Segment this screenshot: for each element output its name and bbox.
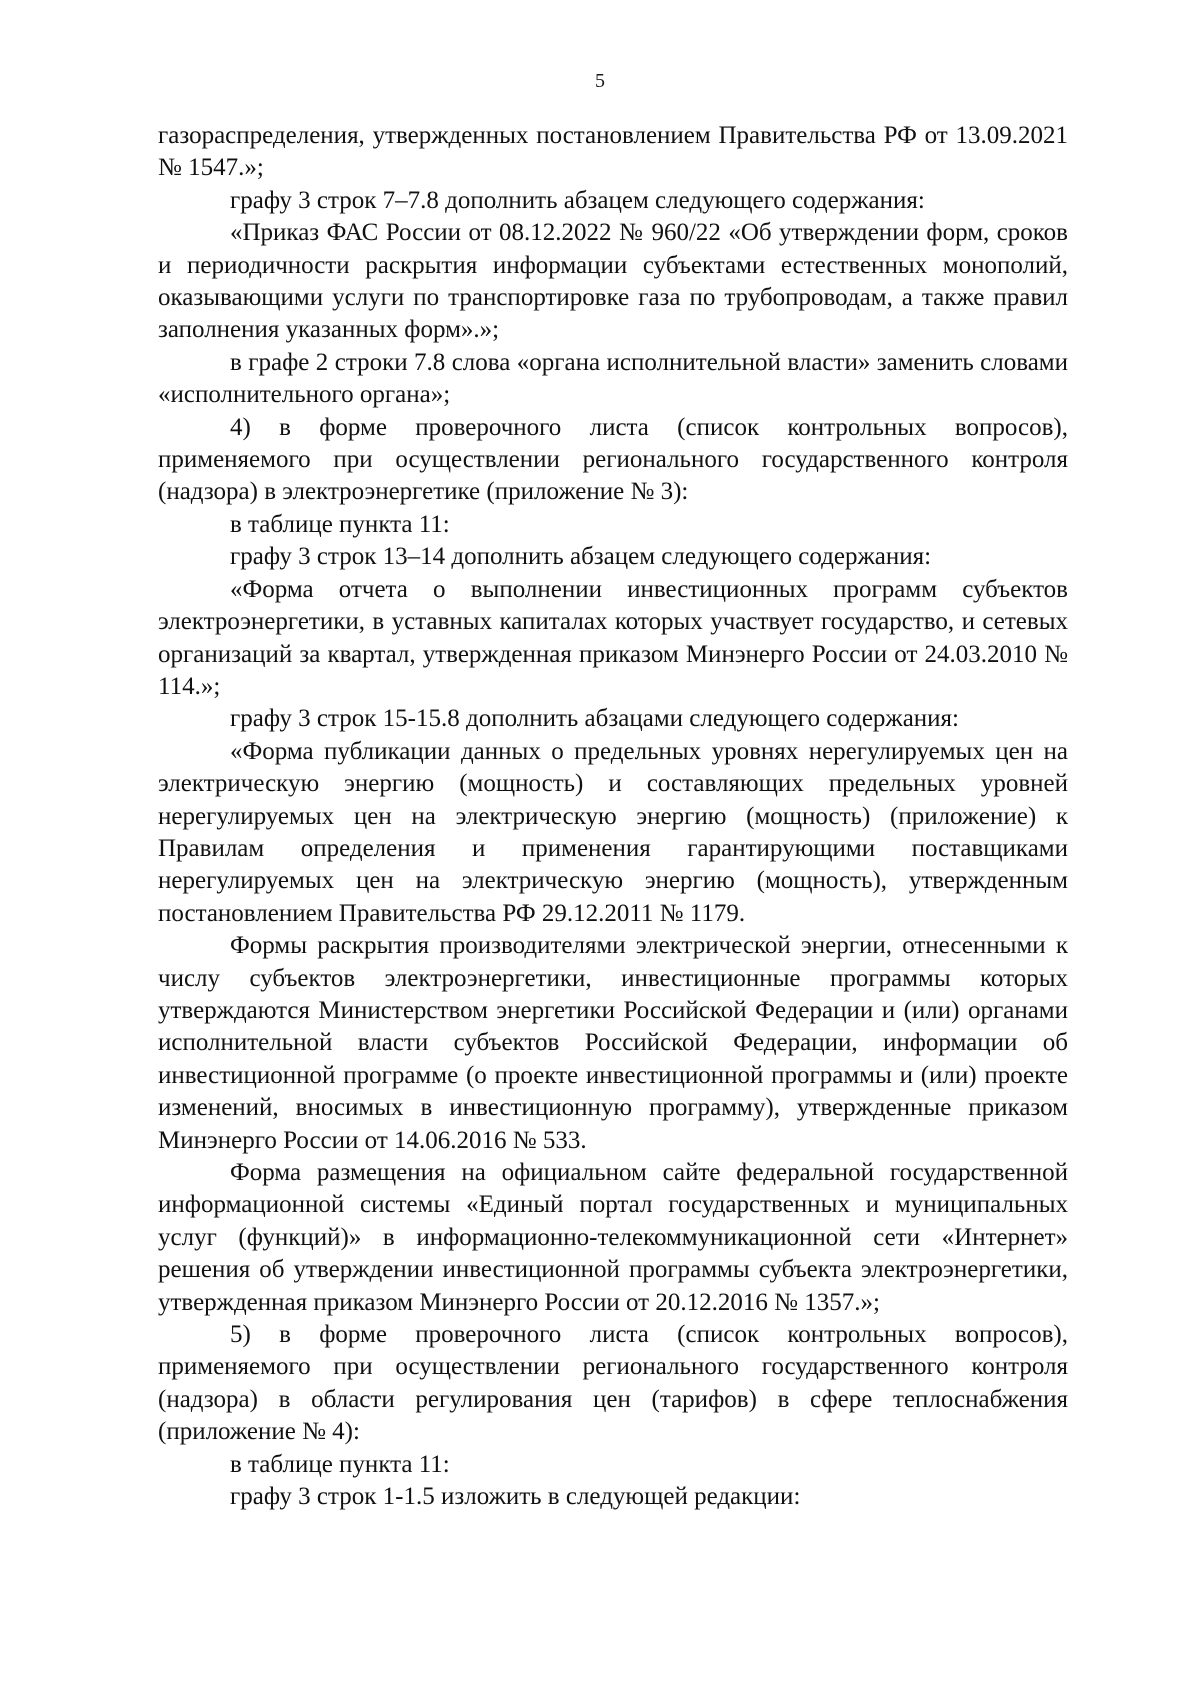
- paragraph: Форма размещения на официальном сайте федеральной государственной информационной системы «Единый портал государственных и муниципальных услуг (функций)» в информационно-телекоммуникационной сети «Интернет» решения об утверждении инвестиционной программы субъекта электроэнергетики, утвержденная приказом Минэнерго России от 20.12.2016 № 1357.»;: [158, 1159, 1068, 1316]
- paragraph: графу 3 строк 13–14 дополнить абзацем следующего содержания:: [230, 543, 932, 571]
- paragraph: в таблице пункта 11:: [230, 510, 450, 538]
- paragraph: в таблице пункта 11:: [230, 1450, 450, 1478]
- paragraph: графу 3 строк 7–7.8 дополнить абзацем следующего содержания:: [230, 186, 925, 214]
- paragraph: «Форма отчета о выполнении инвестиционных программ субъектов электроэнергетики, в уставных капиталах которых участвует государство, и сетевых организаций за квартал, утвержденная приказом Минэнерго России от 24.03.2010 № 114.»;: [158, 575, 1068, 700]
- paragraph: 4) в форме проверочного листа (список контрольных вопросов), применяемого при осуществлении регионального государственного контроля (надзора) в электроэнергетике (приложение № 3):: [158, 413, 1068, 506]
- paragraph: «Форма публикации данных о предельных уровнях нерегулируемых цен на электрическую энергию (мощность) и составляющих предельных уровней нерегулируемых цен на электрическую энергию (мощность) (приложение) к Правилам определения и применения гарантирующими поставщиками нерегулируемых цен на электрическую энергию (мощность), утвержденным постановлением Правительства РФ 29.12.2011 № 1179.: [158, 737, 1068, 927]
- paragraph: графу 3 строк 1-1.5 изложить в следующей редакции:: [230, 1483, 801, 1511]
- paragraph: в графе 2 строки 7.8 слова «органа исполнительной власти» заменить словами «исполнительного органа»;: [158, 348, 1068, 409]
- paragraph: газораспределения, утвержденных постановлением Правительства РФ от 13.09.2021 № 1547.»;: [158, 122, 1068, 182]
- page-number: 5: [595, 70, 605, 92]
- paragraph: «Приказ ФАС России от 08.12.2022 № 960/22 «Об утверждении форм, сроков и периодичности раскрытия информации субъектами естественных монополий, оказывающими услуги по транспортировке газа по трубопроводам, а также правил заполнения указанных форм».»;: [158, 219, 1068, 344]
- document-body: [158, 120, 1068, 1513]
- paragraph: 5) в форме проверочного листа (список контрольных вопросов), применяемого при осуществлении регионального государственного контроля (надзора) в области регулирования цен (тарифов) в сфере теплоснабжения (приложение № 4):: [158, 1321, 1068, 1446]
- paragraph: Формы раскрытия производителями электрической энергии, отнесенными к числу субъектов электроэнергетики, инвестиционные программы которых утверждаются Министерством энергетики Российской Федерации и (или) органами исполнительной власти субъектов Российской Федерации, информации об инвестиционной программе (о проекте инвестиционной программы и (или) проекте изменений, вносимых в инвестиционную программу), утвержденные приказом Минэнерго России от 14.06.2016 № 533.: [158, 932, 1068, 1154]
- paragraph: графу 3 строк 15-15.8 дополнить абзацами следующего содержания:: [230, 705, 959, 733]
